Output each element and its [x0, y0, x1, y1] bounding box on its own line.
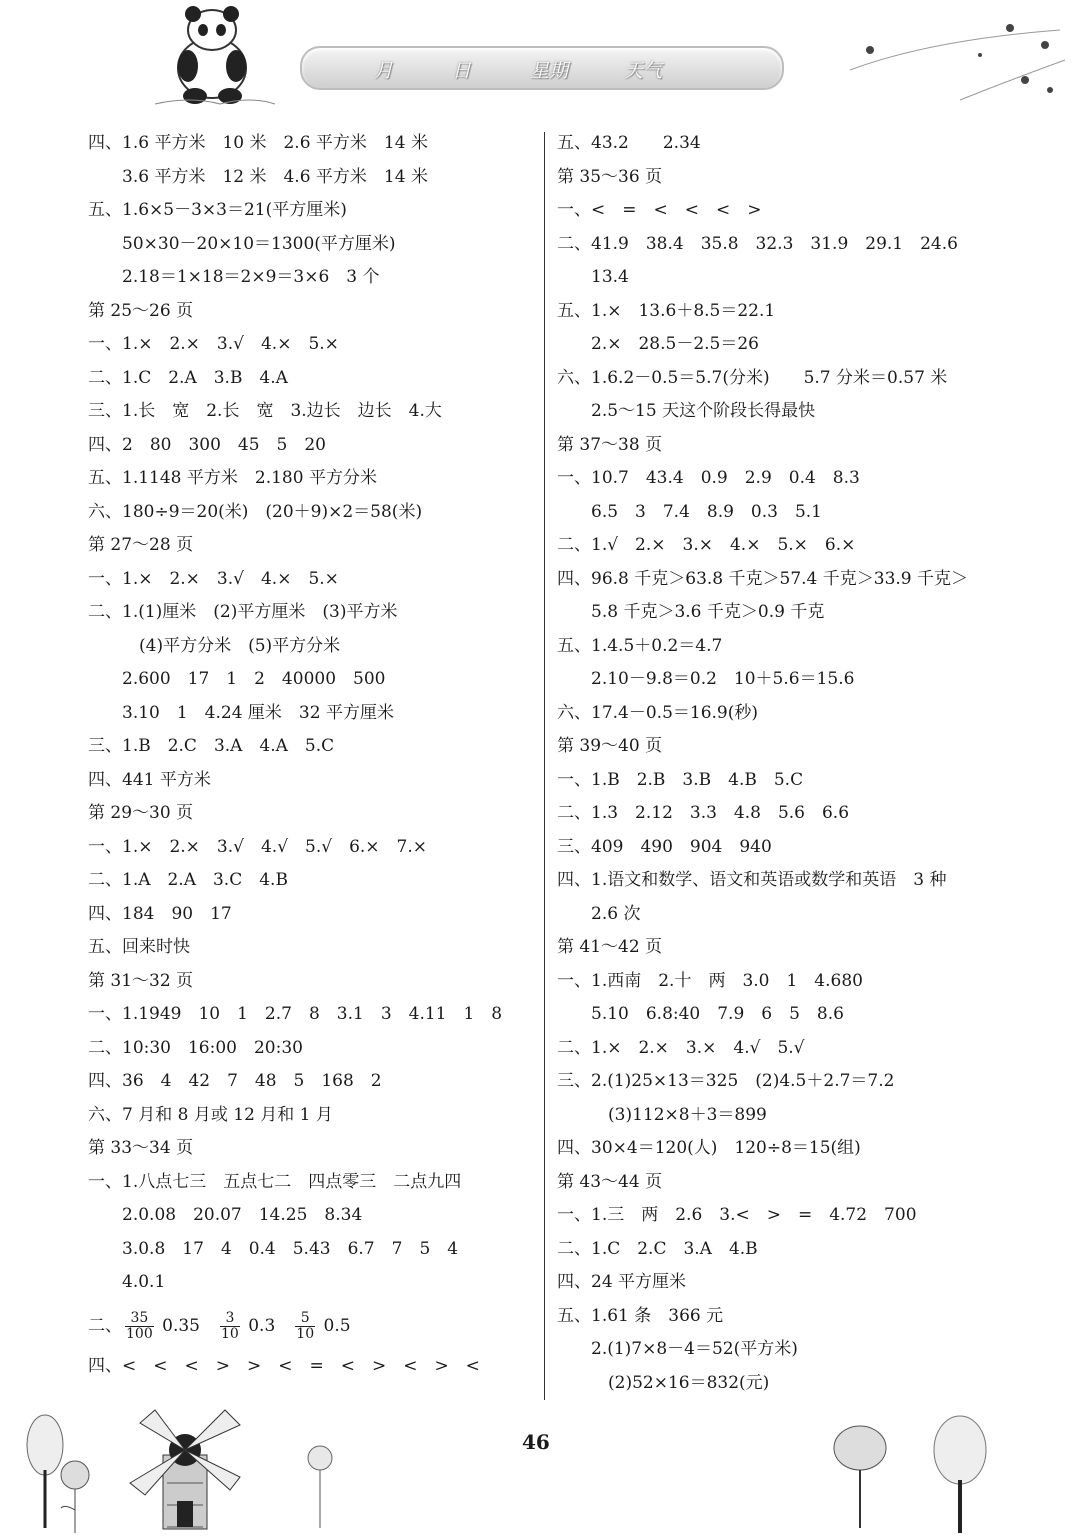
- answer-line: 三、1.B 2.C 3.A 4.A 5.C: [88, 736, 335, 756]
- answer-line: 四、184 90 17: [88, 903, 232, 924]
- answer-line: 六、180÷9＝20(米) (20＋9)×2＝58(米): [88, 501, 423, 522]
- fraction-numerator: 5: [295, 1311, 315, 1327]
- answer-line: 四、2 80 300 45 5 20: [88, 434, 326, 455]
- fraction-numerator: 3: [220, 1311, 240, 1327]
- month-label: 月: [374, 60, 394, 82]
- tree-right-decoration: [920, 1410, 1000, 1535]
- section-page-heading: 第 31～32 页: [88, 970, 194, 991]
- answer-line: 四、24 平方厘米: [557, 1272, 687, 1292]
- answer-line: 5.10 6.8:40 7.9 6 5 8.6: [557, 1004, 844, 1024]
- answer-line: 3.10 1 4.24 厘米 32 平方厘米: [88, 702, 394, 723]
- fraction-denominator: 10: [221, 1325, 239, 1342]
- answer-line: 三、409 490 904 940: [557, 836, 772, 857]
- answer-line: 一、1.B 2.B 3.B 4.B 5.C: [557, 769, 804, 790]
- answer-line: 二、10:30 16:00 20:30: [88, 1037, 303, 1058]
- flower-branch-decoration: [840, 10, 1070, 110]
- answer-line: 2.6 次: [557, 903, 641, 924]
- answer-line: 三、1.长 宽 2.长 宽 3.边长 边长 4.大: [88, 401, 442, 421]
- answer-line: 2.10－9.8＝0.2 10＋5.6＝15.6: [557, 669, 855, 689]
- answer-line: 3.6 平方米 12 米 4.6 平方米 14 米: [88, 166, 428, 187]
- answer-line: 2.(1)7×8－4＝52(平方米): [557, 1339, 798, 1359]
- fraction-line-prefix: 二、: [88, 1315, 122, 1336]
- answer-line: 四、441 平方米: [88, 769, 211, 790]
- decimal-value: 0.3: [242, 1315, 293, 1336]
- answer-line: 一、< = < < < >: [557, 200, 762, 220]
- answer-line: 一、1.× 2.× 3.√ 4.√ 5.√ 6.× 7.×: [88, 836, 428, 857]
- section-page-heading: 第 29～30 页: [88, 803, 194, 823]
- section-page-heading: 第 25～26 页: [88, 300, 194, 321]
- day-label: 日: [452, 60, 472, 82]
- answer-line: 五、1.61 条 366 元: [557, 1305, 724, 1326]
- answer-line: (4)平方分米 (5)平方分米: [88, 635, 341, 656]
- weather-label: 天气: [624, 60, 663, 82]
- fraction: [295, 1311, 315, 1342]
- answer-line: 2.0.08 20.07 14.25 8.34: [88, 1205, 363, 1225]
- answer-line: 三、2.(1)25×13＝325 (2)4.5＋2.7＝7.2: [557, 1071, 895, 1091]
- answer-line: 二、1.A 2.A 3.C 4.B: [88, 870, 288, 890]
- flower-left-decoration: [50, 1455, 100, 1535]
- answer-line: (2)52×16＝832(元): [557, 1372, 770, 1393]
- answer-line: 二、1.C 2.A 3.B 4.A: [88, 367, 288, 388]
- weekday-label: 星期: [530, 60, 569, 82]
- answer-line: 五、1.1148 平方米 2.180 平方分米: [88, 468, 377, 488]
- section-page-heading: 第 37～38 页: [557, 434, 663, 455]
- section-page-heading: 第 35～36 页: [557, 166, 663, 187]
- answer-line: 四、30×4＝120(人) 120÷8＝15(组): [557, 1138, 861, 1158]
- answer-line: 四、< < < > > < = < > < > <: [88, 1355, 480, 1376]
- answer-line: 五、回来时快: [88, 937, 190, 957]
- answer-line: 2.× 28.5－2.5＝26: [557, 334, 759, 354]
- answer-line: 一、1.1949 10 1 2.7 8 3.1 3 4.11 1 8: [88, 1004, 503, 1024]
- answer-line: 一、1.× 2.× 3.√ 4.× 5.×: [88, 334, 339, 354]
- answer-line: 3.0.8 17 4 0.4 5.43 6.7 7 5 4: [88, 1238, 459, 1259]
- section-page-heading: 第 39～40 页: [557, 736, 663, 756]
- answer-line: 五、1.× 13.6＋8.5＝22.1: [557, 300, 776, 321]
- answer-line: 二、1.√ 2.× 3.× 4.× 5.× 6.×: [557, 535, 856, 555]
- fraction-denominator: 10: [296, 1325, 315, 1342]
- answer-line: 四、36 4 42 7 48 5 168 2: [88, 1071, 382, 1091]
- answer-line: 六、17.4－0.5＝16.9(秒): [557, 702, 759, 723]
- answer-line: 50×30－20×10＝1300(平方厘米): [88, 233, 396, 254]
- column-divider: [544, 132, 545, 1400]
- windmill-illustration: [115, 1405, 255, 1533]
- answer-line: 四、96.8 千克＞63.8 千克＞57.4 千克＞33.9 千克＞: [557, 568, 969, 589]
- fraction: [220, 1311, 240, 1342]
- answer-line: 一、1.西南 2.十 两 3.0 1 4.680: [557, 970, 863, 991]
- flower-center-decoration: [295, 1440, 345, 1530]
- section-page-heading: 第 27～28 页: [88, 535, 194, 555]
- panda-illustration: [150, 0, 280, 110]
- answer-line: 二、41.9 38.4 35.8 32.3 31.9 29.1 24.6: [557, 233, 958, 254]
- answer-line: 四、1.6 平方米 10 米 2.6 平方米 14 米: [88, 133, 428, 153]
- answer-line: 六、7 月和 8 月或 12 月和 1 月: [88, 1104, 333, 1125]
- fraction: [125, 1311, 154, 1342]
- answer-line: 5.8 千克＞3.6 千克＞0.9 千克: [557, 602, 825, 622]
- answer-line: 五、1.6×5－3×3＝21(平方厘米): [88, 200, 347, 220]
- answer-line: 二、1.3 2.12 3.3 4.8 5.6 6.6: [557, 803, 850, 823]
- answer-line: 二、1.(1)厘米 (2)平方厘米 (3)平方米: [88, 602, 398, 622]
- answer-line: 6.5 3 7.4 8.9 0.3 5.1: [557, 501, 822, 522]
- section-page-heading: 第 33～34 页: [88, 1138, 194, 1158]
- answer-line: 2.5～15 天这个阶段长得最快: [557, 401, 816, 421]
- page-number: 46: [522, 1430, 550, 1454]
- answer-line: 一、1.八点七三 五点七二 四点零三 二点九四: [88, 1171, 462, 1192]
- fraction-denominator: 100: [126, 1325, 153, 1342]
- answer-line: (3)112×8＋3＝899: [557, 1104, 767, 1125]
- decimal-value: 0.35: [156, 1315, 217, 1336]
- answer-line: 二、1.C 2.C 3.A 4.B: [557, 1238, 758, 1259]
- section-page-heading: 第 43～44 页: [557, 1171, 663, 1192]
- date-weather-bar: [300, 46, 784, 90]
- fraction-answer-line: [88, 1309, 368, 1343]
- answer-line: 五、1.4.5＋0.2＝4.7: [557, 635, 723, 656]
- section-page-heading: 第 41～42 页: [557, 937, 663, 957]
- answer-line: 4.0.1: [88, 1272, 166, 1292]
- answer-line: 六、1.6.2－0.5＝5.7(分米) 5.7 分米＝0.57 米: [557, 367, 948, 388]
- answer-line: 四、1.语文和数学、语文和英语或数学和英语 3 种: [557, 870, 947, 890]
- answer-line: 13.4: [557, 267, 629, 287]
- decimal-value: 0.5: [318, 1315, 368, 1336]
- flower-right-decoration: [825, 1420, 895, 1530]
- answer-line: 一、10.7 43.4 0.9 2.9 0.4 8.3: [557, 468, 860, 488]
- answer-line: 二、1.× 2.× 3.× 4.√ 5.√: [557, 1037, 805, 1058]
- answer-line: 一、1.三 两 2.6 3.< > = 4.72 700: [557, 1205, 917, 1225]
- answer-line: 2.600 17 1 2 40000 500: [88, 669, 386, 689]
- answer-line: 五、43.2 2.34: [557, 133, 701, 153]
- answer-line: 2.18＝1×18＝2×9＝3×6 3 个: [88, 267, 380, 287]
- answer-line: 一、1.× 2.× 3.√ 4.× 5.×: [88, 568, 339, 589]
- page-header: [0, 0, 1075, 125]
- fraction-numerator: 35: [125, 1311, 154, 1327]
